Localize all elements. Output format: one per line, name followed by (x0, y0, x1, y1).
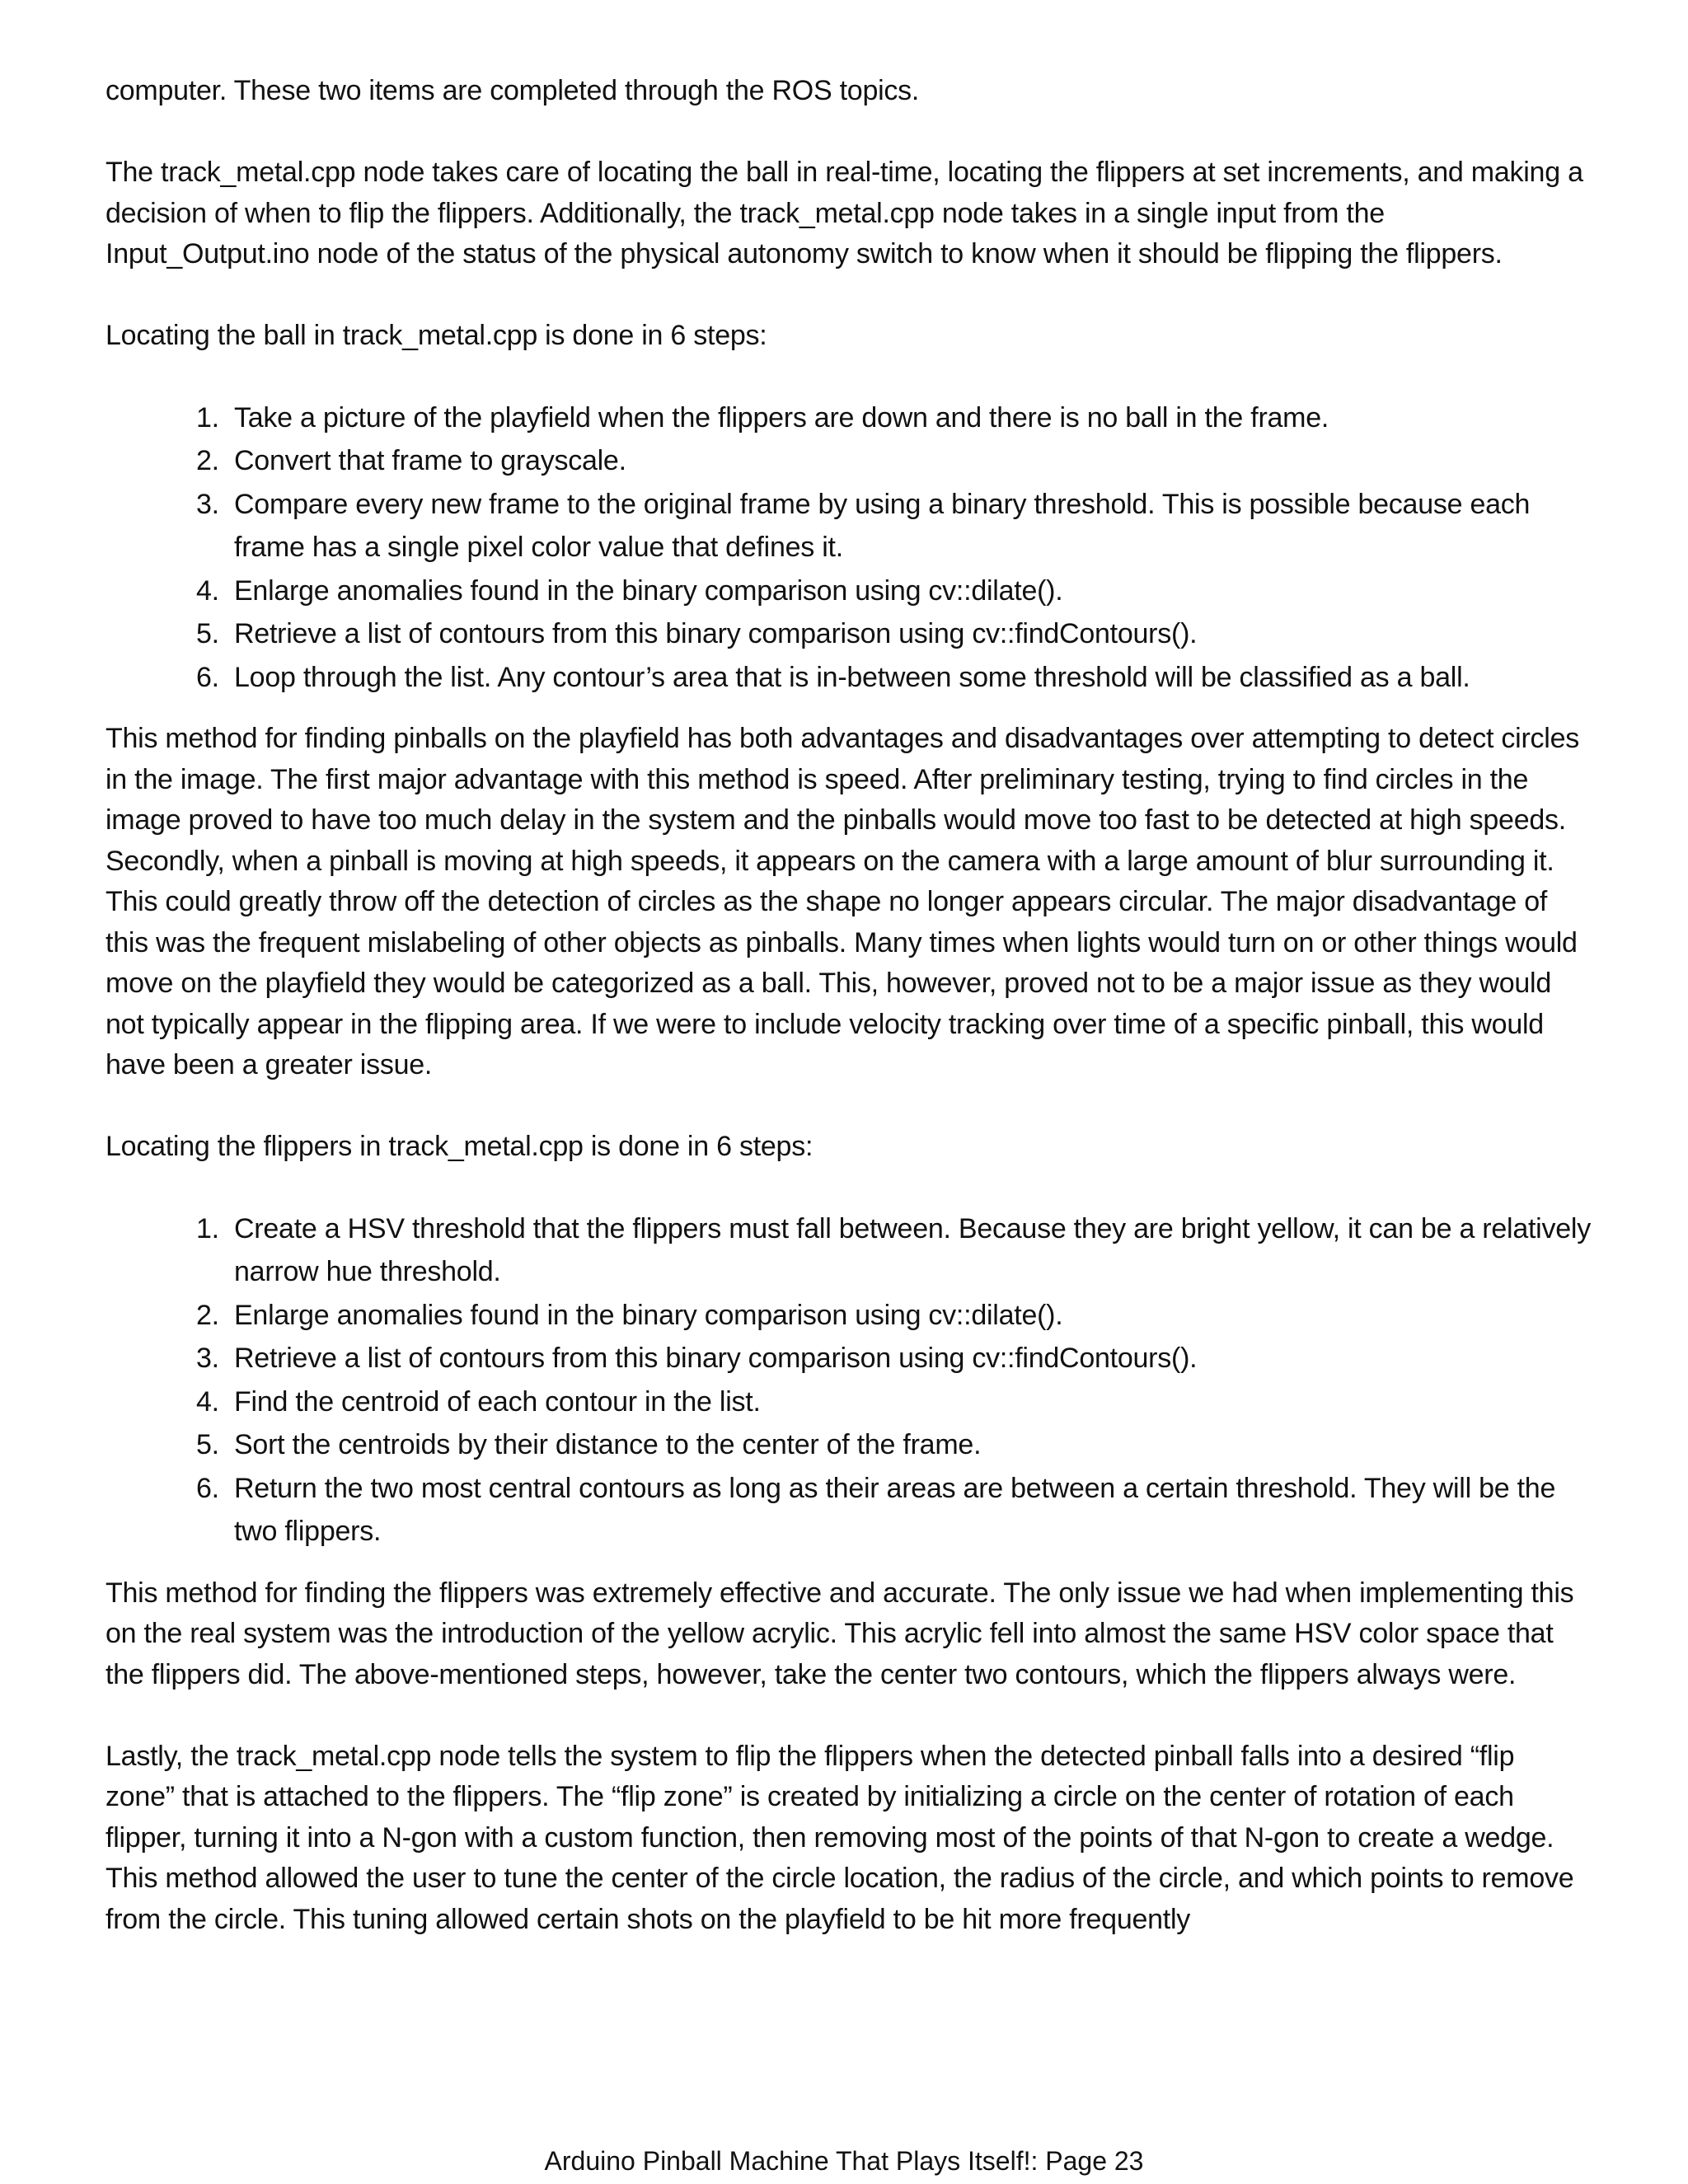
list-item: 5. Retrieve a list of contours from this binary comparison using cv::findContours(). (196, 618, 1198, 649)
flipper-steps-list (196, 1207, 1597, 1554)
paragraph-ball-method: This method for finding pinballs on the playfield has both advantages and disadvantages over attempting to detect circles in the image. The first major advantage with this method is speed. After preliminary testing, trying to find circles in the image proved to have too much delay in the system and the pinballs would move too fast to be detected at high speeds. Secondly, when a pinball is moving at high speeds, it appears on the camera with a large amount of blur surrounding it. This could greatly throw off the detection of circles as the shape no longer appears circular. The major disadvantage of this was the frequent mislabeling of other objects as pinballs. Many times when lights would turn on or other things would move on the playfield they would be categorized as a ball. This, however, proved not to be a major issue as they would not typically appear in the flipping area. If we were to include velocity tracking over time of a specific pinball, this would have been a greater issue. (106, 723, 1579, 1080)
paragraph-ball-steps-intro: Locating the ball in track_metal.cpp is done in 6 steps: (106, 320, 767, 351)
list-item: 6. Return the two most central contours as long as their areas are between a certain threshold. They will be the two flippers. (196, 1472, 1556, 1547)
list-item: 3. Retrieve a list of contours from this binary comparison using cv::findContours(). (196, 1343, 1198, 1374)
document-body (106, 71, 1589, 1940)
paragraph-lastly: Lastly, the track_metal.cpp node tells the system to flip the flippers when the detected pinball falls into a desired “flip zone” that is attached to the flippers. The “flip zone” is created by initializing a circle on the center of rotation of each flipper, turning it into a N-gon with a custom function, then removing most of the points of that N-gon to create a wedge. This method allowed the user to tune the center of the circle location, the radius of the circle, and which points to remove from the circle. This tuning allowed certain shots on the playfield to be hit more frequently (106, 1740, 1574, 1935)
paragraph-flipper-steps-intro: Locating the flippers in track_metal.cpp is done in 6 steps: (106, 1131, 814, 1162)
list-item: 6. Loop through the list. Any contour’s area that is in-between some threshold will be classified as a ball. (196, 661, 1470, 693)
page-footer: Arduino Pinball Machine That Plays Itself!: Page 23 (544, 2146, 1144, 2176)
paragraph-track-node: The track_metal.cpp node takes care of locating the ball in real-time, locating the flippers at set increments, and making a decision of when to flip the flippers. Additionally, the track_metal.cpp node takes in a single input from the Input_Output.ino node of the status of the physical autonomy switch to know when it should be flipping the flippers. (106, 157, 1583, 269)
paragraph-flipper-method: This method for finding the flippers was extremely effective and accurate. The only issue we had when implementing this on the real system was the introduction of the yellow acrylic. This acrylic fell into almost the same HSV color space that the flippers did. The above-mentioned steps, however, take the center two contours, which the flippers always were. (106, 1577, 1574, 1690)
list-item: 2. Convert that frame to grayscale. (196, 445, 626, 476)
list-item: 3. Compare every new frame to the original frame by using a binary threshold. This is possible because each frame has a single pixel color value that defines it. (196, 488, 1531, 563)
list-item: 4. Enlarge anomalies found in the binary comparison using cv::dilate(). (196, 574, 1063, 607)
paragraph-intro: computer. These two items are completed through the ROS topics. (106, 75, 920, 106)
list-item: 5. Sort the centroids by their distance to the center of the frame. (196, 1429, 982, 1460)
list-item: 1. Take a picture of the playfield when the flippers are down and there is no ball in the frame. (196, 401, 1329, 434)
list-item: 4. Find the centroid of each contour in the list. (196, 1385, 761, 1418)
ball-steps-list (196, 396, 1597, 700)
list-item: 1. Create a HSV threshold that the flippers must fall between. Because they are bright yellow, it can be a relatively narrow hue threshold. (196, 1212, 1591, 1287)
list-item: 2. Enlarge anomalies found in the binary comparison using cv::dilate(). (196, 1299, 1063, 1331)
